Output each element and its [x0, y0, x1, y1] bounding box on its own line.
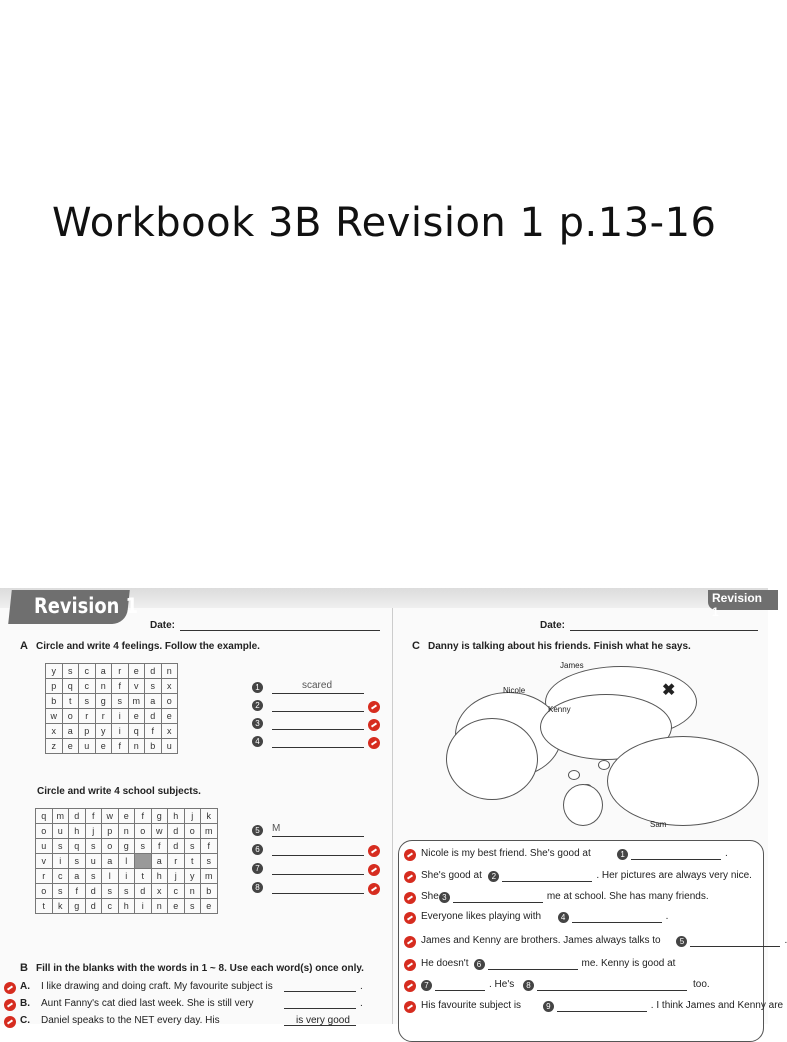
section-c-line-text: . Her pictures are always very nice.	[596, 870, 752, 881]
feelings-word-grid	[45, 663, 178, 754]
answer-line	[272, 893, 364, 894]
subjects-grid-cell: a	[69, 869, 86, 884]
feelings-grid-cell: b	[145, 739, 162, 754]
feelings-grid-cell: f	[145, 724, 162, 739]
answer-number-badge: 4	[252, 736, 263, 747]
section-b-item-end: .	[360, 981, 363, 992]
feelings-grid-cell: y	[46, 664, 63, 679]
subjects-grid-cell: c	[168, 884, 185, 899]
section-a-letter: A	[20, 640, 28, 652]
subjects-grid-cell: j	[85, 824, 102, 839]
subjects-grid-cell: d	[135, 884, 152, 899]
answer-number-badge: 8	[252, 882, 263, 893]
subjects-grid-cell: s	[184, 899, 201, 914]
blank-number-badge: 3	[439, 892, 450, 903]
feelings-grid-row	[46, 709, 178, 724]
answer-line	[435, 990, 485, 991]
pen-icon	[368, 883, 380, 895]
feelings-grid-cell: v	[128, 679, 145, 694]
feelings-grid-cell: u	[79, 739, 96, 754]
feelings-grid-cell: p	[46, 679, 63, 694]
subjects-grid-cell: s	[135, 839, 152, 854]
answer-line	[572, 922, 662, 923]
subjects-grid-cell: f	[69, 884, 86, 899]
date-label-right: Date:	[540, 620, 566, 631]
subjects-grid-cell: d	[85, 899, 102, 914]
answer-line	[272, 874, 364, 875]
pen-icon	[368, 845, 380, 857]
subjects-grid-cell: i	[118, 869, 135, 884]
section-a-instruction-2: Circle and write 4 school subjects.	[37, 786, 201, 797]
feelings-grid-cell: i	[112, 709, 129, 724]
subjects-grid-cell: u	[52, 824, 69, 839]
subjects-grid-cell: r	[168, 854, 185, 869]
answer-number-badge: 3	[252, 718, 263, 729]
section-c-line-text: James and Kenny are brothers. James always talks to	[421, 935, 661, 946]
blank-number-badge: 2	[488, 871, 499, 882]
subjects-grid-cell: b	[201, 884, 218, 899]
feelings-grid-cell: e	[161, 709, 178, 724]
subjects-grid-row	[36, 809, 218, 824]
subjects-grid-cell: e	[168, 899, 185, 914]
subjects-grid-cell: f	[85, 809, 102, 824]
feelings-grid-row	[46, 694, 178, 709]
subjects-grid-cell: g	[69, 899, 86, 914]
revision-tab-left-label: Revision 1	[34, 594, 138, 618]
date-line-right	[570, 630, 758, 631]
pen-icon	[404, 980, 416, 992]
answer-line	[272, 855, 364, 856]
section-c-line-text: He doesn't	[421, 958, 469, 969]
subjects-grid-cell: k	[201, 809, 218, 824]
cross-mark-icon: ✖	[662, 682, 676, 699]
feelings-grid-cell: n	[161, 664, 178, 679]
feelings-grid-cell: a	[145, 694, 162, 709]
name-nicole: Nicole	[503, 686, 526, 695]
feelings-grid-cell: r	[112, 664, 129, 679]
pen-icon	[368, 737, 380, 749]
subjects-grid-cell: s	[118, 884, 135, 899]
subjects-grid-cell: d	[168, 839, 185, 854]
section-c-line-text: . He's	[489, 979, 515, 990]
subjects-grid-cell: y	[184, 869, 201, 884]
section-c-line-text: .	[784, 935, 787, 946]
subjects-grid-cell: m	[52, 809, 69, 824]
section-c-line-text: She	[421, 891, 439, 902]
feelings-grid-cell: i	[112, 724, 129, 739]
workbook-page-image	[0, 588, 787, 1026]
feelings-grid-cell: n	[128, 739, 145, 754]
answer-number-badge: 2	[252, 700, 263, 711]
subjects-grid-cell: v	[36, 854, 53, 869]
pen-icon	[404, 849, 416, 861]
subjects-grid-cell: g	[118, 839, 135, 854]
answer-text: M	[272, 823, 281, 834]
feelings-grid-cell: s	[112, 694, 129, 709]
answer-line	[272, 836, 364, 837]
answer-number-badge: 5	[252, 825, 263, 836]
answer-line	[284, 991, 356, 992]
subjects-grid-cell: h	[118, 899, 135, 914]
subjects-grid-cell: u	[85, 854, 102, 869]
feelings-grid-cell: q	[128, 724, 145, 739]
subjects-grid-cell: w	[151, 824, 168, 839]
answer-line	[272, 693, 364, 694]
subjects-grid-cell: e	[118, 809, 135, 824]
feelings-grid-cell: w	[46, 709, 63, 724]
pen-icon	[404, 871, 416, 883]
subjects-grid-cell: l	[118, 854, 135, 869]
date-label-left: Date:	[150, 620, 176, 631]
name-kenny: Kenny	[548, 705, 571, 714]
pen-icon	[404, 892, 416, 904]
thought-bubble-left	[446, 718, 538, 800]
feelings-grid-cell: s	[62, 664, 79, 679]
pen-icon	[368, 701, 380, 713]
section-b-instruction	[36, 963, 364, 974]
feelings-grid-row	[46, 679, 178, 694]
subjects-grid-cell: q	[69, 839, 86, 854]
answer-number-badge: 6	[252, 844, 263, 855]
section-b-item-text: I like drawing and doing craft. My favourite subject is	[41, 981, 273, 992]
feelings-grid-cell: t	[62, 694, 79, 709]
subjects-grid-cell: h	[151, 869, 168, 884]
pen-icon	[404, 959, 416, 971]
subjects-grid-cell: s	[102, 884, 119, 899]
section-b-instruction-post: . Use each word(s) once only.	[224, 963, 364, 974]
answer-line	[272, 729, 364, 730]
feelings-grid-cell: z	[46, 739, 63, 754]
feelings-grid-cell: p	[79, 724, 96, 739]
thought-dot	[598, 760, 610, 770]
name-james: James	[560, 661, 584, 670]
section-c-letter: C	[412, 640, 420, 652]
blank-number-badge: 8	[523, 980, 534, 991]
thought-dot	[568, 770, 580, 780]
pen-icon	[404, 912, 416, 924]
blank-number-badge: 5	[676, 936, 687, 947]
answer-line	[537, 990, 687, 991]
subjects-grid-cell: g	[151, 809, 168, 824]
subjects-grid-cell: t	[36, 899, 53, 914]
feelings-grid-cell: n	[95, 679, 112, 694]
subjects-grid-cell: s	[52, 839, 69, 854]
answer-number-badge: 1	[252, 682, 263, 693]
section-b-item-end: .	[360, 998, 363, 1009]
feelings-grid-cell: o	[161, 694, 178, 709]
subjects-grid-cell: n	[118, 824, 135, 839]
feelings-grid-cell: x	[161, 724, 178, 739]
feelings-grid-cell: b	[46, 694, 63, 709]
section-c-line-text: too.	[693, 979, 710, 990]
subjects-grid-cell: f	[151, 839, 168, 854]
section-c-line-text: She's good at	[421, 870, 482, 881]
subjects-grid-cell: d	[69, 809, 86, 824]
blank-number-badge: 1	[617, 849, 628, 860]
blank-number-badge: 6	[474, 959, 485, 970]
feelings-grid-cell: u	[161, 739, 178, 754]
subjects-grid-row	[36, 824, 218, 839]
subjects-grid-cell: s	[85, 839, 102, 854]
answer-number-badge: 7	[252, 863, 263, 874]
subjects-grid-row	[36, 899, 218, 914]
section-c-line-text: . I think James and Kenny are	[650, 1000, 784, 1011]
section-c-instruction: Danny is talking about his friends. Finish what he says.	[428, 641, 691, 652]
section-b-item-label: B.	[20, 998, 30, 1009]
subjects-grid-cell: t	[184, 854, 201, 869]
subjects-grid-cell	[135, 854, 152, 869]
subjects-grid-cell: s	[85, 869, 102, 884]
pen-icon	[404, 936, 416, 948]
subjects-grid-cell: d	[85, 884, 102, 899]
feelings-grid-cell: g	[95, 694, 112, 709]
section-b-item-label: C.	[20, 1015, 30, 1026]
subjects-grid-cell: m	[201, 869, 218, 884]
feelings-grid-cell: q	[62, 679, 79, 694]
subjects-grid-cell: s	[52, 884, 69, 899]
blank-number-badge: 4	[558, 912, 569, 923]
subjects-grid-row	[36, 854, 218, 869]
answer-line	[690, 946, 780, 947]
feelings-grid-cell: f	[112, 679, 129, 694]
feelings-grid-cell: x	[46, 724, 63, 739]
feelings-grid-row	[46, 724, 178, 739]
subjects-grid-cell: a	[151, 854, 168, 869]
subjects-grid-row	[36, 884, 218, 899]
pen-icon	[404, 1001, 416, 1013]
feelings-grid-cell: r	[79, 709, 96, 724]
slide-title: Workbook 3B Revision 1 p.13-16	[52, 200, 717, 246]
subjects-grid-cell: k	[52, 899, 69, 914]
subjects-grid-cell: c	[102, 899, 119, 914]
date-line-left	[180, 630, 380, 631]
subjects-grid-cell: w	[102, 809, 119, 824]
blank-number-badge: 9	[543, 1001, 554, 1012]
pen-icon	[4, 999, 16, 1011]
section-b-letter: B	[20, 962, 28, 974]
subjects-grid-cell: o	[102, 839, 119, 854]
subjects-grid-row	[36, 869, 218, 884]
feelings-grid-cell: c	[79, 679, 96, 694]
subjects-grid-row	[36, 839, 218, 854]
feelings-grid-cell: a	[62, 724, 79, 739]
subjects-grid-cell: s	[201, 854, 218, 869]
answer-line	[272, 711, 364, 712]
feelings-grid-cell: s	[145, 679, 162, 694]
subjects-grid-cell: r	[36, 869, 53, 884]
feelings-grid-row	[46, 664, 178, 679]
section-c-line-text: .	[725, 848, 728, 859]
section-b-item-end: is very good	[296, 1015, 350, 1026]
name-sam: Sam	[650, 820, 667, 829]
feelings-grid-cell: d	[145, 709, 162, 724]
revision-tab-right-label: Revision 1	[712, 591, 763, 619]
blank-number-badge: 7	[421, 980, 432, 991]
subjects-grid-cell: o	[36, 884, 53, 899]
answer-line	[631, 859, 721, 860]
subjects-grid-cell: h	[69, 824, 86, 839]
subjects-grid-cell: c	[52, 869, 69, 884]
feelings-grid-row	[46, 739, 178, 754]
section-c-line-text: me at school. She has many friends.	[546, 891, 709, 902]
answer-line	[284, 1008, 356, 1009]
section-b-item-label: A.	[20, 981, 30, 992]
section-c-line-text: .	[665, 911, 669, 922]
subjects-grid-cell: i	[135, 899, 152, 914]
answer-line	[453, 902, 543, 903]
subjects-grid-cell: a	[102, 854, 119, 869]
section-c-line-text: Everyone likes playing with	[421, 911, 542, 922]
subjects-grid-cell: d	[168, 824, 185, 839]
feelings-grid-cell: f	[112, 739, 129, 754]
feelings-grid-cell: m	[128, 694, 145, 709]
subjects-grid-cell: f	[201, 839, 218, 854]
answer-line	[488, 969, 578, 970]
section-c-line-text: His favourite subject is	[421, 1000, 522, 1011]
pen-icon	[368, 864, 380, 876]
subjects-grid-cell: e	[201, 899, 218, 914]
answer-line	[557, 1011, 647, 1012]
section-b-item-text: Daniel speaks to the NET every day. His	[41, 1015, 220, 1026]
subjects-grid-cell: u	[36, 839, 53, 854]
feelings-grid-cell: a	[95, 664, 112, 679]
subjects-grid-cell: n	[151, 899, 168, 914]
subjects-grid-cell: i	[52, 854, 69, 869]
danny-face-illustration	[563, 784, 603, 826]
section-c-line-text: Nicole is my best friend. She's good at	[421, 848, 591, 859]
pen-icon	[368, 719, 380, 731]
page-spine	[392, 608, 393, 1024]
section-c-line-text: me. Kenny is good at	[581, 958, 676, 969]
subjects-grid-cell: o	[184, 824, 201, 839]
feelings-grid-cell: o	[62, 709, 79, 724]
feelings-grid-cell: r	[95, 709, 112, 724]
answer-text: scared	[302, 680, 333, 691]
feelings-grid-cell: e	[95, 739, 112, 754]
subjects-grid-cell: j	[184, 809, 201, 824]
answer-line	[272, 747, 364, 748]
subjects-grid-cell: p	[102, 824, 119, 839]
subjects-grid-cell: h	[168, 809, 185, 824]
feelings-grid-cell: e	[62, 739, 79, 754]
section-b-range: 1 ~ 8	[201, 963, 225, 974]
answer-line	[502, 881, 592, 882]
feelings-grid-cell: c	[79, 664, 96, 679]
subjects-grid-cell: s	[69, 854, 86, 869]
feelings-grid-cell: x	[161, 679, 178, 694]
feelings-grid-cell: e	[128, 664, 145, 679]
feelings-grid-cell: d	[145, 664, 162, 679]
subjects-grid-cell: f	[135, 809, 152, 824]
section-b-instruction-pre: Fill in the blanks with the words in	[36, 963, 199, 974]
subjects-grid-cell: q	[36, 809, 53, 824]
subjects-grid-cell: x	[151, 884, 168, 899]
subjects-grid-cell: l	[102, 869, 119, 884]
feelings-grid-cell: e	[128, 709, 145, 724]
subjects-grid-cell: n	[184, 884, 201, 899]
subjects-grid-cell: m	[201, 824, 218, 839]
section-b-item-text: Aunt Fanny's cat died last week. She is still very	[41, 998, 254, 1009]
thought-bubble-sam	[607, 736, 759, 826]
subjects-word-grid	[35, 808, 218, 914]
pen-icon	[4, 1016, 16, 1028]
section-a-instruction: Circle and write 4 feelings. Follow the example.	[36, 641, 260, 652]
subjects-grid-cell: j	[168, 869, 185, 884]
feelings-grid-cell: s	[79, 694, 96, 709]
feelings-grid-cell: y	[95, 724, 112, 739]
subjects-grid-cell: t	[135, 869, 152, 884]
subjects-grid-cell: o	[36, 824, 53, 839]
subjects-grid-cell: s	[184, 839, 201, 854]
pen-icon	[4, 982, 16, 994]
subjects-grid-cell: o	[135, 824, 152, 839]
